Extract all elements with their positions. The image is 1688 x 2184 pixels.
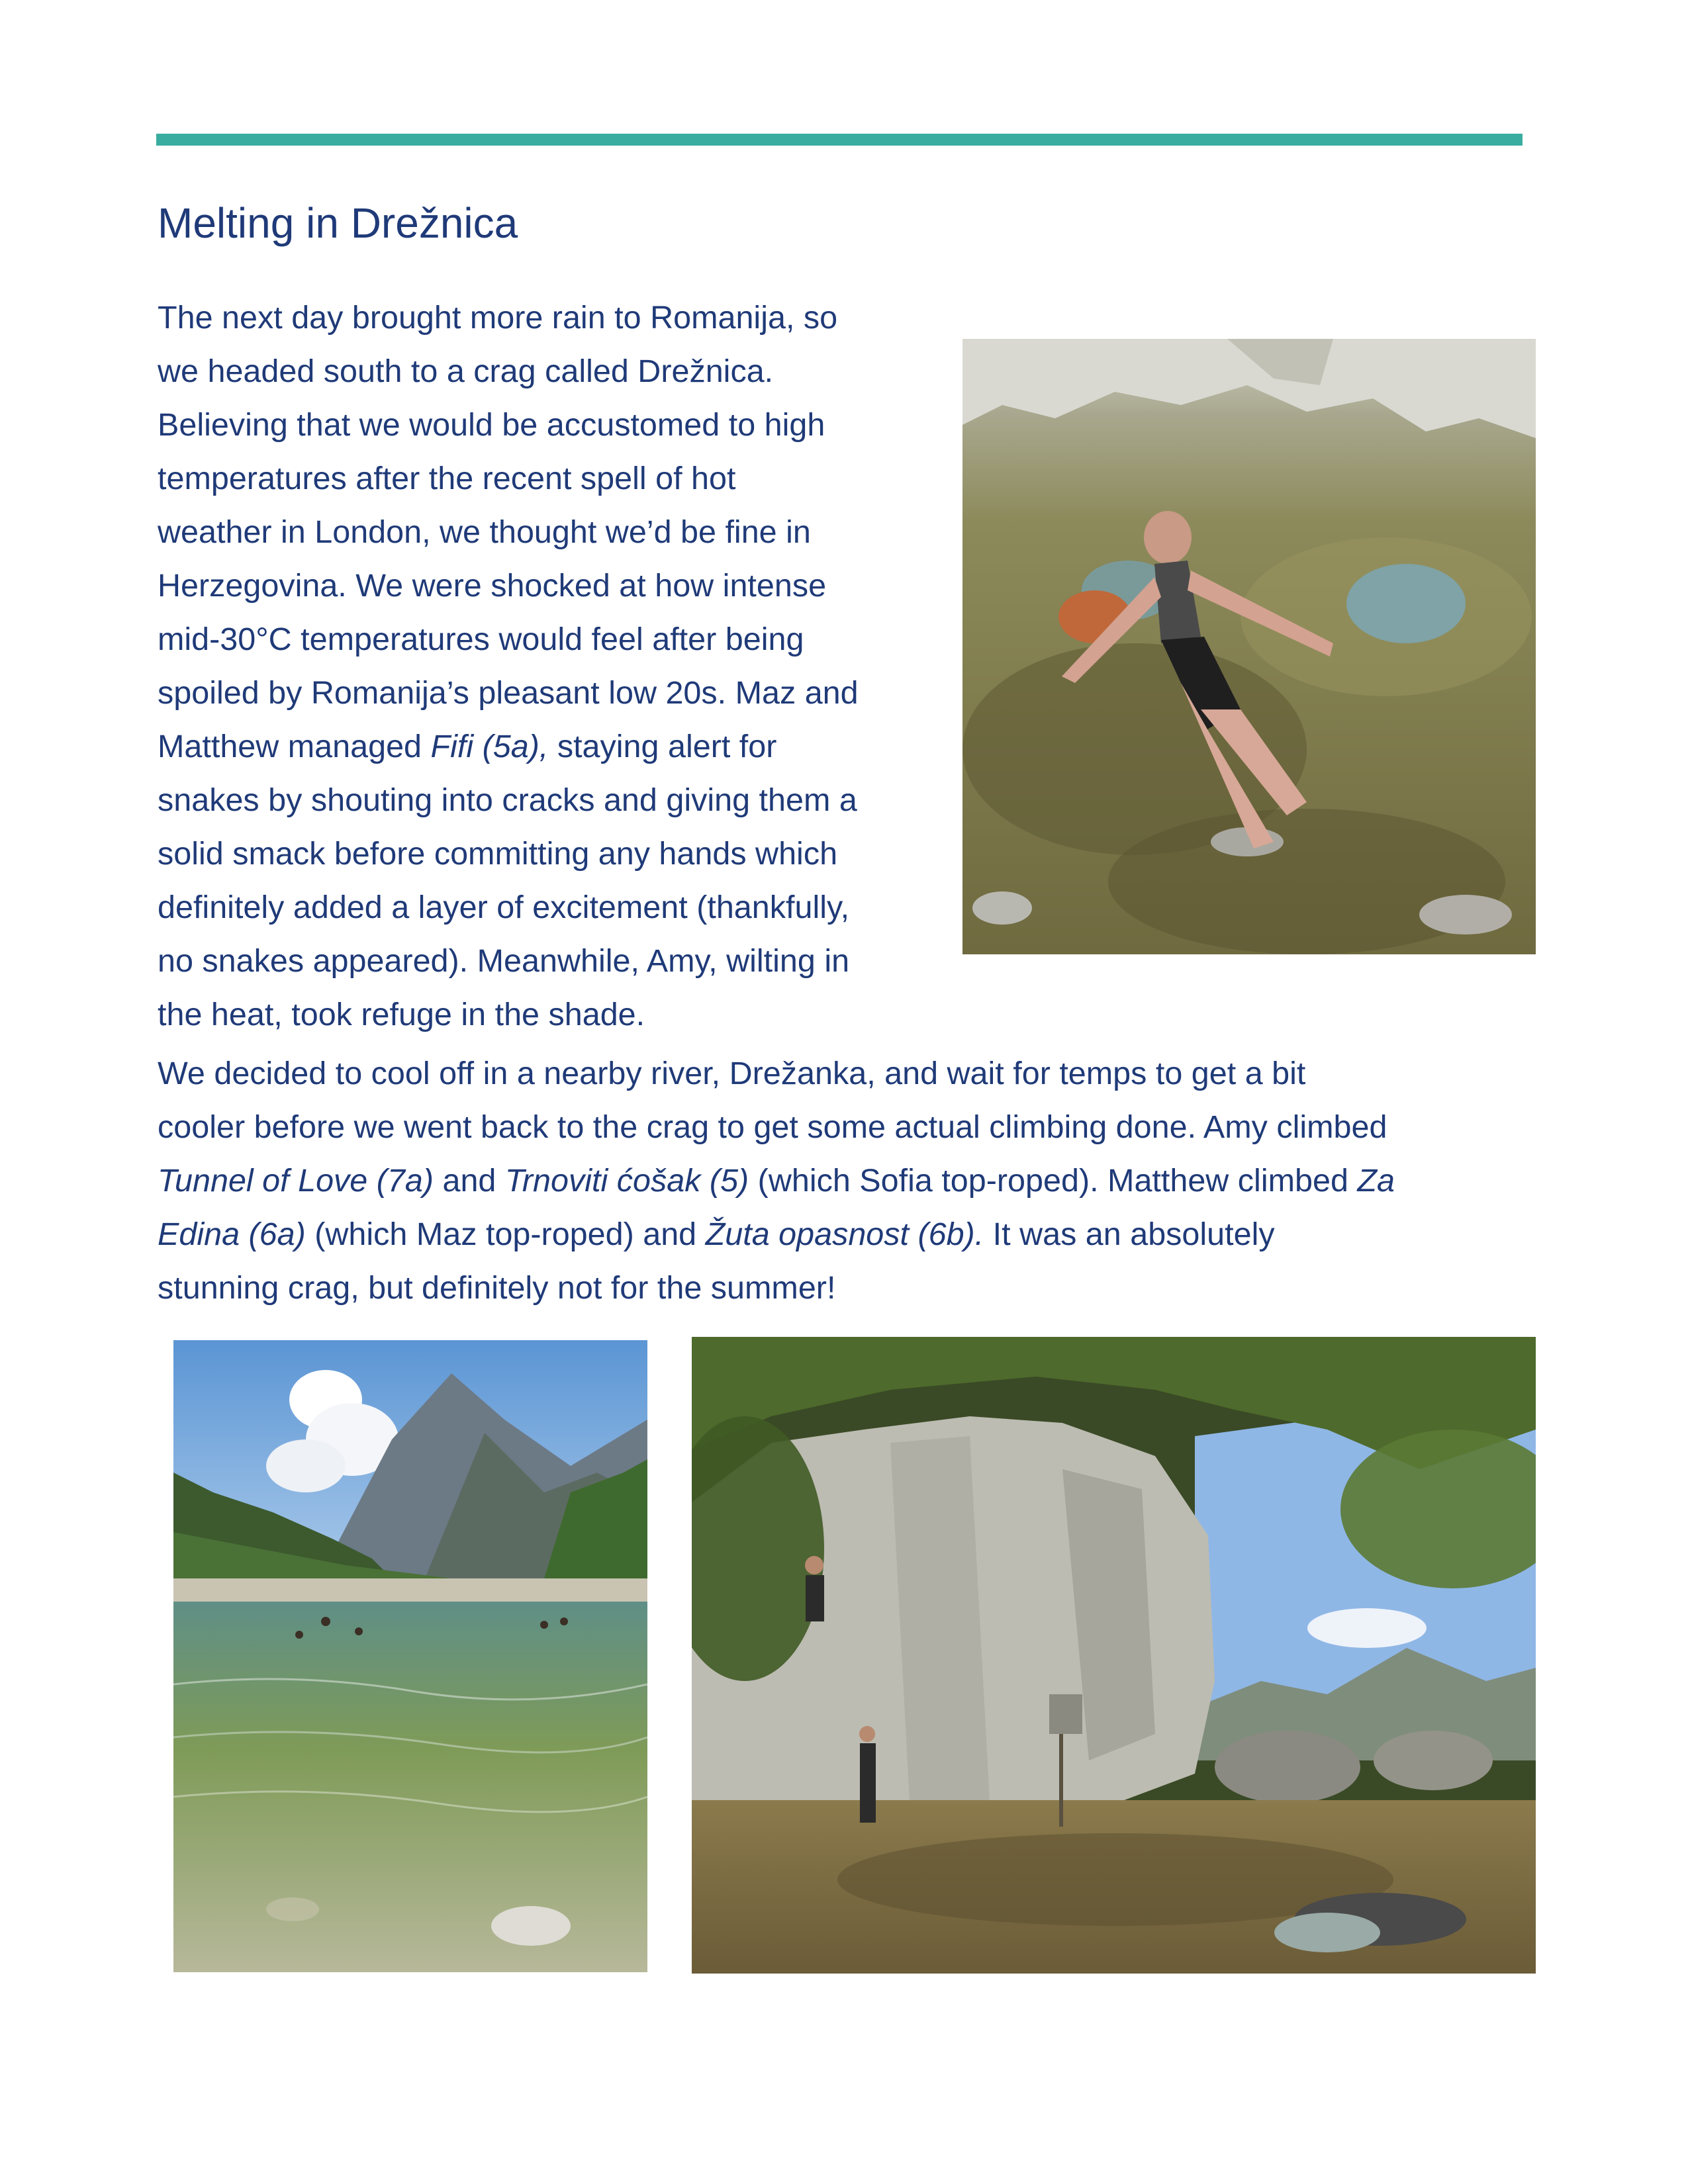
body-text: Believing that we would be accustomed to high	[158, 407, 825, 443]
body-text: cooler before we went back to the crag to get some actual climbing done. Amy climbed	[158, 1109, 1387, 1145]
body-text: solid smack before committing any hands which	[158, 836, 838, 872]
route-name-text: Tunnel of Love (7a)	[158, 1163, 434, 1199]
body-text: temperatures after the recent spell of hot	[158, 461, 736, 496]
paragraph-line	[158, 345, 939, 398]
body-text: Herzegovina. We were shocked at how intense	[158, 568, 827, 604]
header-accent-rule	[156, 134, 1523, 146]
paragraph-line	[158, 934, 939, 988]
body-text: weather in London, we thought we’d be fine in	[158, 514, 811, 550]
route-name-text: Žuta opasnost (6b).	[705, 1216, 984, 1252]
photo-climber-resting	[962, 339, 1536, 954]
photo-crag-climbers	[692, 1337, 1536, 1974]
article-paragraph-1	[158, 291, 939, 1042]
body-text: We decided to cool off in a nearby river, Drežanka, and wait for temps to get a bit	[158, 1056, 1306, 1091]
body-text: snakes by shouting into cracks and giving them a	[158, 782, 857, 818]
body-text: and	[434, 1163, 505, 1199]
paragraph-line	[158, 1208, 1541, 1261]
paragraph-line	[158, 827, 939, 881]
body-text: no snakes appeared). Meanwhile, Amy, wilting in	[158, 943, 850, 979]
paragraph-line	[158, 1154, 1541, 1208]
paragraph-line	[158, 506, 939, 559]
body-text: (which Sofia top-roped). Matthew climbed	[749, 1163, 1358, 1199]
body-text: mid-30°C temperatures would feel after being	[158, 621, 804, 657]
paragraph-line	[158, 1101, 1541, 1154]
body-text: (which Maz top-roped) and	[305, 1216, 706, 1252]
body-text: the heat, took refuge in the shade.	[158, 997, 645, 1032]
paragraph-line	[158, 666, 939, 720]
body-text: The next day brought more rain to Romanija, so	[158, 300, 838, 336]
paragraph-line	[158, 1261, 1541, 1315]
route-name-text: Edina (6a)	[158, 1216, 306, 1252]
paragraph-line	[158, 720, 939, 774]
body-text: definitely added a layer of excitement (thankfully,	[158, 889, 850, 925]
article-title: Melting in Drežnica	[158, 199, 518, 247]
route-name-text: Za	[1357, 1163, 1395, 1199]
body-text: It was an absolutely	[984, 1216, 1275, 1252]
paragraph-line	[158, 398, 939, 452]
body-text: Matthew managed	[158, 729, 431, 764]
article-paragraph-2	[158, 1047, 1541, 1315]
body-text: staying alert for	[548, 729, 777, 764]
route-name-text: Fifi (5a),	[430, 729, 549, 764]
body-text: we headed south to a crag called Drežnica.	[158, 353, 774, 389]
body-text: stunning crag, but definitely not for the summer!	[158, 1270, 836, 1306]
route-name-text: Trnoviti ćošak (5)	[504, 1163, 749, 1199]
paragraph-line	[158, 559, 939, 613]
paragraph-line	[158, 291, 939, 345]
body-text: spoiled by Romanija’s pleasant low 20s. Maz and	[158, 675, 859, 711]
paragraph-line	[158, 988, 939, 1042]
paragraph-line	[158, 881, 939, 934]
paragraph-line	[158, 774, 939, 827]
photo-river-drezanka	[173, 1340, 647, 1972]
paragraph-line	[158, 1047, 1541, 1101]
paragraph-line	[158, 613, 939, 666]
paragraph-line	[158, 452, 939, 506]
